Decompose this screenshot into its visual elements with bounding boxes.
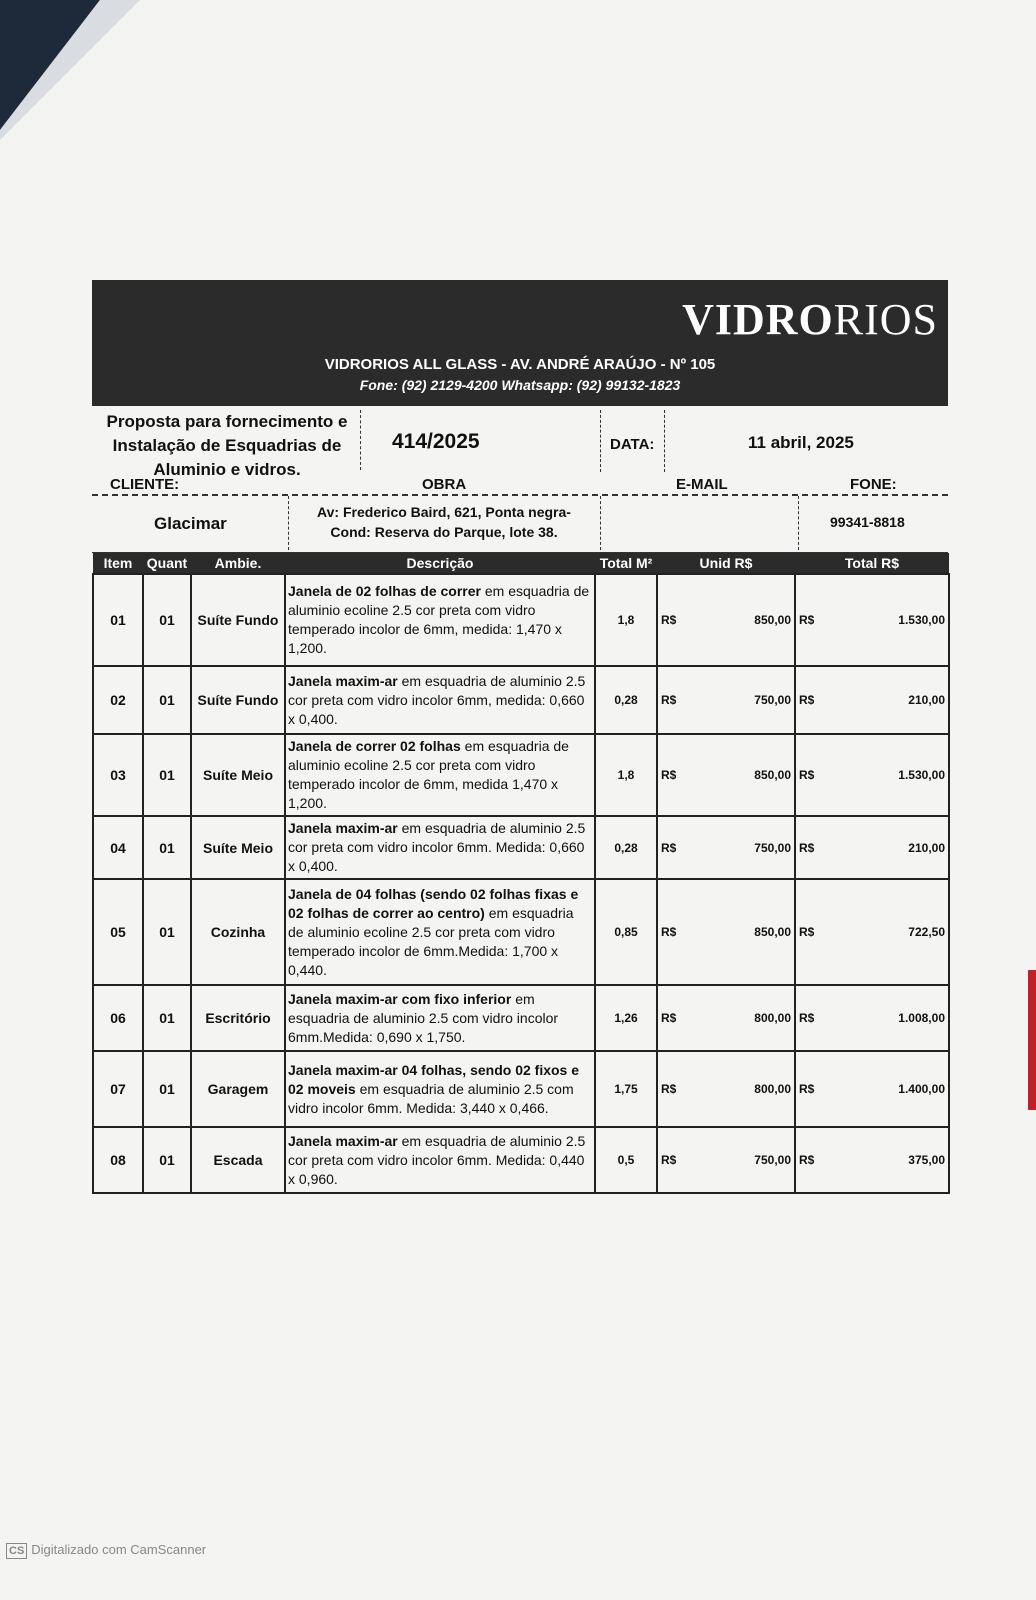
- item-unit-price: R$ 800,00: [657, 1051, 795, 1127]
- edge-mark: [1028, 970, 1036, 1110]
- item-unit-price: R$ 850,00: [657, 734, 795, 816]
- item-total-price: R$ 1.530,00: [795, 574, 949, 666]
- item-number: 06: [93, 985, 143, 1051]
- table-row: [93, 734, 949, 816]
- item-quantity: 01: [143, 734, 191, 816]
- item-area: 0,28: [595, 816, 657, 879]
- item-unit-price: R$ 750,00: [657, 666, 795, 734]
- item-room: Escritório: [191, 985, 285, 1051]
- item-unit-price: R$ 800,00: [657, 985, 795, 1051]
- item-quantity: 01: [143, 879, 191, 985]
- item-total-price: R$ 1.400,00: [795, 1051, 949, 1127]
- table-row: [93, 985, 949, 1051]
- company-phones: Fone: (92) 2129-4200 Whatsapp: (92) 99132-1823: [359, 377, 681, 393]
- item-number: 01: [93, 574, 143, 666]
- item-unit-price: R$ 850,00: [657, 574, 795, 666]
- camscanner-icon: CS: [6, 1543, 27, 1559]
- item-quantity: 01: [143, 985, 191, 1051]
- item-unit-price: R$ 750,00: [657, 816, 795, 879]
- obra-address: Av: Frederico Baird, 621, Ponta negra- Cond: Reserva do Parque, lote 38.: [317, 504, 571, 540]
- item-number: 02: [93, 666, 143, 734]
- item-description: Janela maxim-ar em esquadria de aluminio 2.5 cor preta com vidro incolor 6mm. Medida: 0,440 x 0,960.: [285, 1127, 595, 1193]
- item-description: Janela maxim-ar em esquadria de aluminio 2.5 cor preta com vidro incolor 6mm. Medida: 0,660 x 0,400.: [285, 816, 595, 879]
- item-unit-price: R$ 750,00: [657, 1127, 795, 1193]
- item-area: 1,26: [595, 985, 657, 1051]
- item-number: 05: [93, 879, 143, 985]
- item-room: Escada: [191, 1127, 285, 1193]
- table-row: [93, 1051, 949, 1127]
- proposal-number: 414/2025: [392, 430, 480, 453]
- item-total-price: R$ 1.530,00: [795, 734, 949, 816]
- item-total-price: R$ 210,00: [795, 666, 949, 734]
- page-corner-shadow: [0, 0, 140, 140]
- company-address: VIDRORIOS ALL GLASS - AV. ANDRÉ ARAÚJO - Nº 105: [324, 356, 716, 373]
- item-room: Garagem: [191, 1051, 285, 1127]
- item-room: Suíte Fundo: [191, 666, 285, 734]
- item-room: Suíte Meio: [191, 734, 285, 816]
- company-logo: VIDRORIOS: [682, 295, 938, 344]
- item-quantity: 01: [143, 666, 191, 734]
- proposal-sheet: [92, 280, 948, 1194]
- item-area: 1,8: [595, 574, 657, 666]
- date-value: 11 abril, 2025: [748, 433, 854, 452]
- item-description: Janela de 02 folhas de correr em esquadria de aluminio ecoline 2.5 cor preta com vidro temperado incolor de 6mm, medida: 1,470 x 1,200.: [285, 574, 595, 666]
- item-description: Janela de 04 folhas (sendo 02 folhas fixas e 02 folhas de correr ao centro) em esquadria de aluminio ecoline 2.5 cor preta com vidro temperado incolor de 6mm.Medida: 1,700 x 0,440.: [285, 879, 595, 985]
- email-label: E-MAIL: [676, 476, 728, 493]
- item-area: 0,85: [595, 879, 657, 985]
- item-quantity: 01: [143, 1127, 191, 1193]
- cliente-label: CLIENTE:: [110, 476, 180, 493]
- item-description: Janela maxim-ar 04 folhas, sendo 02 fixos e 02 moveis em esquadria de aluminio 2.5 com vidro incolor 6mm. Medida: 3,440 x 0,466.: [285, 1051, 595, 1127]
- table-header-row: [93, 553, 949, 574]
- client-phone: 99341-8818: [830, 514, 905, 530]
- item-quantity: 01: [143, 816, 191, 879]
- table-row: [93, 1127, 949, 1193]
- table-row: [93, 816, 949, 879]
- col-unid: Unid R$: [657, 553, 795, 574]
- client-name: Glacimar: [154, 514, 227, 533]
- item-quantity: 01: [143, 1051, 191, 1127]
- item-number: 04: [93, 816, 143, 879]
- items-table: [92, 553, 950, 1194]
- obra-label: OBRA: [422, 476, 467, 493]
- scanner-text: Digitalizado com CamScanner: [31, 1542, 207, 1557]
- item-total-price: R$ 1.008,00: [795, 985, 949, 1051]
- item-room: Suíte Meio: [191, 816, 285, 879]
- col-total: Total R$: [795, 553, 949, 574]
- item-description: Janela maxim-ar com fixo inferior em esquadria de aluminio 2.5 com vidro incolor 6mm.Medida: 0,690 x 1,750.: [285, 985, 595, 1051]
- proposal-info: [92, 406, 948, 496]
- item-description: Janela maxim-ar em esquadria de aluminio 2.5 cor preta com vidro incolor 6mm, medida: 0,660 x 0,400.: [285, 666, 595, 734]
- client-row: [92, 496, 948, 553]
- table-row: [93, 666, 949, 734]
- date-label: DATA:: [610, 436, 655, 453]
- item-total-price: R$ 210,00: [795, 816, 949, 879]
- col-descricao: Descrição: [285, 553, 595, 574]
- item-quantity: 01: [143, 574, 191, 666]
- fone-label: FONE:: [850, 476, 897, 493]
- item-total-price: R$ 722,50: [795, 879, 949, 985]
- scanner-footer: [6, 1542, 206, 1559]
- item-description: Janela de correr 02 folhas em esquadria de aluminio ecoline 2.5 cor preta com vidro temperado incolor de 6mm, medida 1,470 x 1,200.: [285, 734, 595, 816]
- item-area: 1,75: [595, 1051, 657, 1127]
- item-area: 0,28: [595, 666, 657, 734]
- item-room: Cozinha: [191, 879, 285, 985]
- item-room: Suíte Fundo: [191, 574, 285, 666]
- item-unit-price: R$ 850,00: [657, 879, 795, 985]
- col-item: Item: [93, 553, 143, 574]
- item-number: 03: [93, 734, 143, 816]
- item-total-price: R$ 375,00: [795, 1127, 949, 1193]
- item-number: 08: [93, 1127, 143, 1193]
- col-total-m2: Total M²: [595, 553, 657, 574]
- col-quant: Quant: [143, 553, 191, 574]
- table-row: [93, 574, 949, 666]
- table-row: [93, 879, 949, 985]
- item-area: 1,8: [595, 734, 657, 816]
- col-ambiente: Ambie.: [191, 553, 285, 574]
- company-header: [92, 280, 948, 406]
- item-area: 0,5: [595, 1127, 657, 1193]
- proposal-title: Proposta para fornecimento e Instalação de Esquadrias de Aluminio e vidros.: [106, 412, 348, 479]
- item-number: 07: [93, 1051, 143, 1127]
